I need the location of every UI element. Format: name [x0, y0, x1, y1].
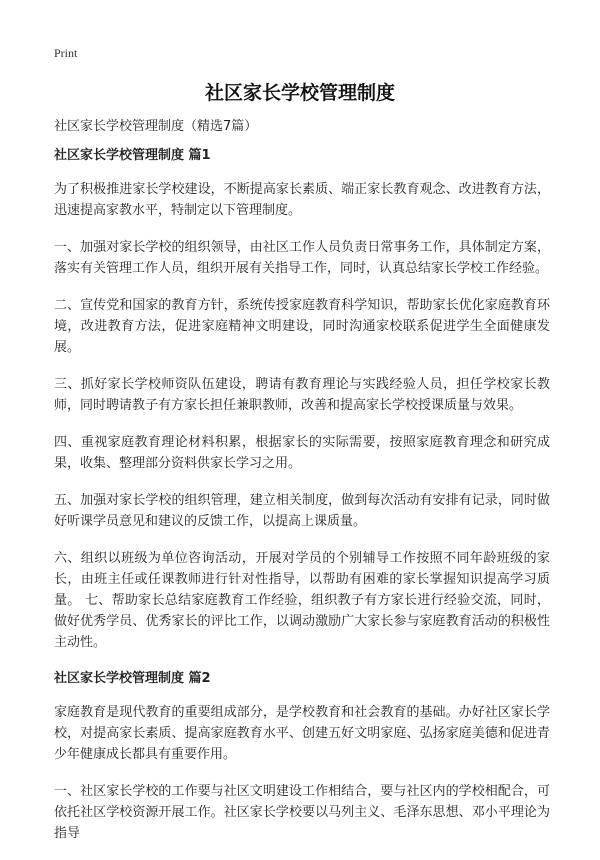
- section-heading: 社区家长学校管理制度 篇1: [54, 148, 211, 163]
- paragraph: 一、社区家长学校的工作要与社区文明建设工作相结合，要与社区内的学校相配合，可依托社区学校资源开展工作。社区家长学校要以马列主义、毛泽东思想、邓小平理论为指导: [54, 784, 550, 841]
- section-heading: 社区家长学校管理制度 篇2: [54, 671, 211, 686]
- document-body: [54, 146, 550, 860]
- paragraph: 为了积极推进家长学校建设，不断提高家长素质、端正家长教育观念、改进教育方法，迅速提高家教水平，特制定以下管理制度。: [54, 182, 550, 218]
- paragraph: 三、抓好家长学校师资队伍建设，聘请有教育理论与实践经验人员，担任学校家长教师，同时聘请教子有方家长担任兼职教师，改善和提高家长学校授课质量与效果。: [54, 377, 550, 413]
- document-title: 社区家长学校管理制度: [204, 82, 395, 104]
- paragraph: 家庭教育是现代教育的重要组成部分，是学校教育和社会教育的基础。办好社区家长学校，对提高家长素质、提高家庭教育水平、创建五好文明家庭、弘扬家庭美德和促进青少年健康成长都具有重要作用。: [54, 705, 550, 762]
- paragraph: 五、加强对家长学校的组织管理，建立相关制度，做到每次活动有安排有记录，同时做好听课学员意见和建议的反馈工作，以提高上课质量。: [54, 493, 550, 529]
- document-subtitle: 社区家长学校管理制度（精选7篇）: [54, 119, 258, 134]
- paragraph: 二、宣传党和国家的教育方针，系统传授家庭教育科学知识，帮助家长优化家庭教育环境，改进教育方法，促进家庭精神文明建设，同时沟通家校联系促进学生全面健康发展。: [54, 298, 550, 355]
- paragraph: 四、重视家庭教育理论材料积累，根据家长的实际需要，按照家庭教育理念和研究成果，收集、整理部分资料供家长学习之用。: [54, 435, 550, 471]
- paragraph: 一、加强对家长学校的组织领导，由社区工作人员负责日常事务工作，具体制定方案，落实有关管理工作人员，组织开展有关指导工作，同时，认真总结家长学校工作经验。: [54, 240, 550, 276]
- print-label: Print: [54, 46, 78, 60]
- paragraph: 六、组织以班级为单位咨询活动，开展对学员的个别辅导工作按照不同年龄班级的家长，由班主任或任课教师进行针对性指导，以帮助有困难的家长掌握知识提高学习质量。 七、帮助家长总结家庭教育工作经验，组织教子有方家长进行经验交流，同时，做好优秀学员、优秀家长的评比工作，以调动激励广大家长参与家庭教育活动的积极性主动性。: [54, 551, 550, 650]
